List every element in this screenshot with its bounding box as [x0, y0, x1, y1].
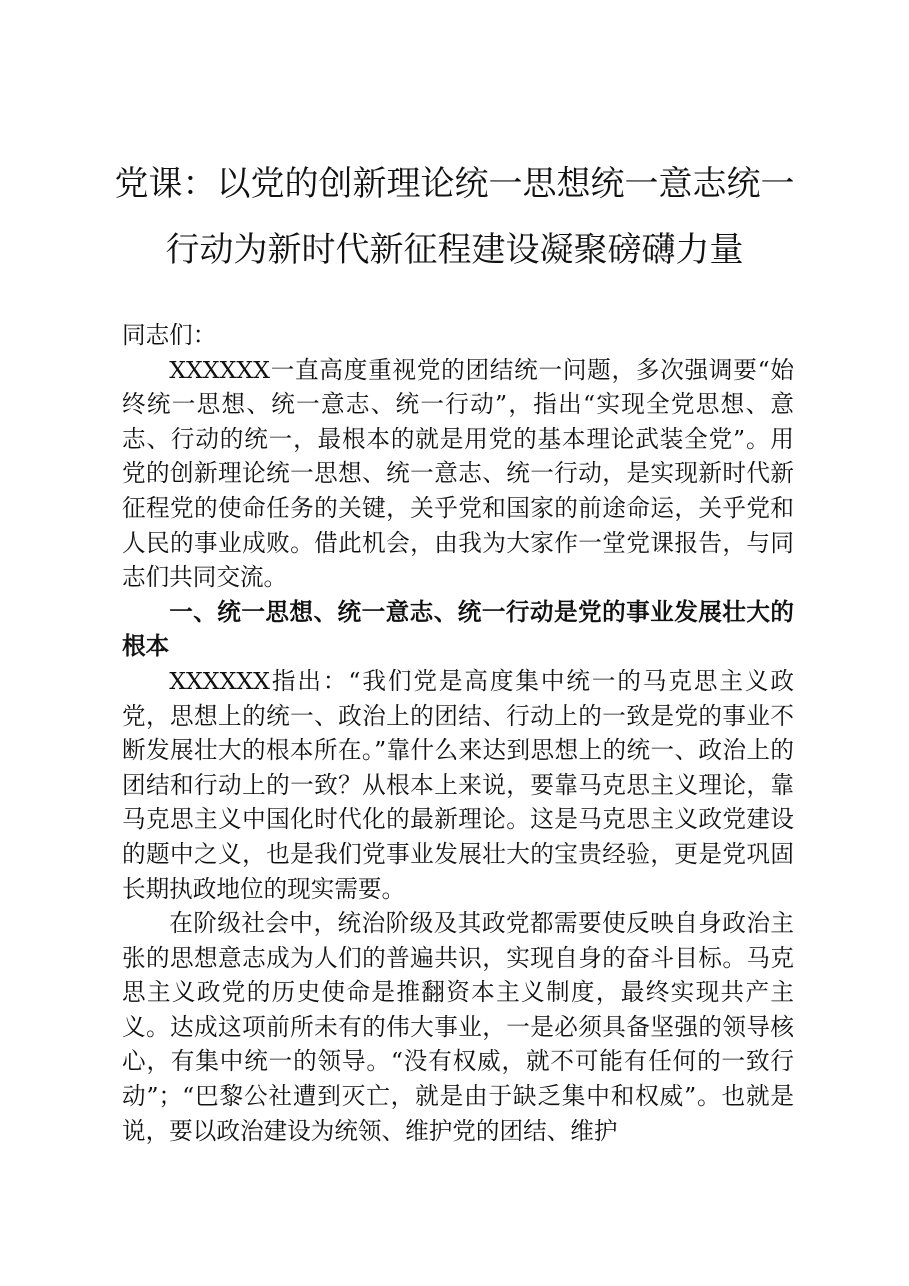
document-title-line-1: 党课：以党的创新理论统一思想统一意志统一 [114, 164, 795, 204]
salutation: 同志们： [122, 321, 217, 349]
document-body [122, 318, 794, 1148]
paragraph-intro: XXXXXX一直高度重视党的团结统一问题，多次强调要“始终统一思想、统一意志、统一行动”，指出“实现全党思想、意志、行动的统一，最根本的就是用党的基本理论武装全党”。用党的创新理论统一思想、统一意志、统一行动，是实现新时代新征程党的使命任务的关键，关乎党和国家的前途命运，关乎党和人民的事业成败。借此机会，由我为大家作一堂党课报告，与同志们共同交流。 [122, 355, 794, 592]
document-title-line-2: 行动为新时代新征程建设凝聚磅礴力量 [165, 230, 744, 270]
paragraph-class-society: 在阶级社会中，统治阶级及其政党都需要使反映自身政治主张的思想意志成为人们的普遍共识，实现自身的奋斗目标。马克思主义政党的历史使命是推翻资本主义制度，最终实现共产主义。达成这项前所未有的伟大事业，一是必须具备坚强的领导核心，有集中统一的领导。“没有权威，就不可能有任何的一致行动”；“巴黎公社遭到灭亡，就是由于缺乏集中和权威”。也就是说，要以政治建设为统领、维护党的团结、维护 [122, 909, 794, 1145]
paragraph-quote: XXXXXX指出：“我们党是高度集中统一的马克思主义政党，思想上的统一、政治上的团结、行动上的一致是党的事业不断发展壮大的根本所在。”靠什么来达到思想上的统一、政治上的团结和行动上的一致？从根本上来说，要靠马克思主义理论，靠马克思主义中国化时代化的最新理论。这是马克思主义政党建设的题中之义，也是我们党事业发展壮大的宝贵经验，更是党巩固长期执政地位的现实需要。 [122, 666, 794, 903]
section-heading-1: 一、统一思想、统一意志、统一行动是党的事业发展壮大的根本 [122, 597, 794, 661]
